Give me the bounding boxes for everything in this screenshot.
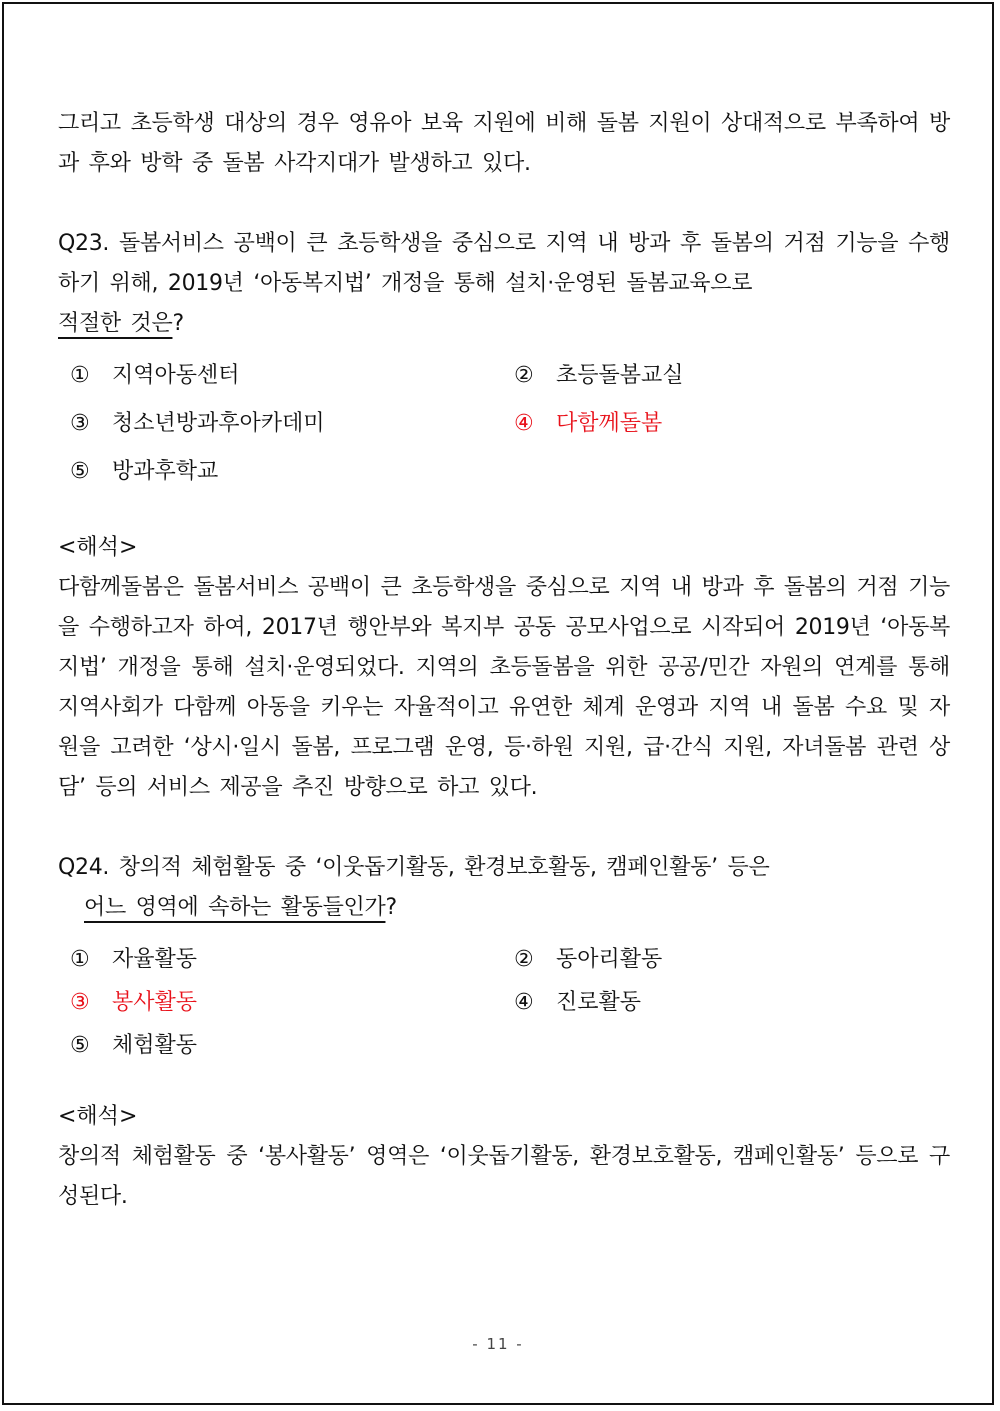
question-23-end: ? bbox=[172, 311, 184, 336]
q23-option-2[interactable] bbox=[514, 352, 958, 400]
option-label: 초등돌봄교실 bbox=[556, 363, 684, 388]
option-label: 방과후학교 bbox=[112, 459, 219, 484]
option-label: 진로활동 bbox=[556, 990, 642, 1015]
option-number: ③ bbox=[70, 990, 90, 1015]
option-label: 청소년방과후아카데미 bbox=[112, 411, 325, 436]
explanation-24-label: <해석> bbox=[58, 1104, 138, 1129]
page-number: - 11 - bbox=[472, 1335, 524, 1353]
question-24-end: ? bbox=[385, 895, 397, 920]
option-number: ② bbox=[514, 363, 534, 388]
option-number: ⑤ bbox=[70, 1033, 90, 1058]
question-23-options bbox=[70, 352, 950, 496]
question-23-underlined: 적절한 것은 bbox=[58, 311, 173, 336]
option-number: ④ bbox=[514, 411, 534, 436]
q23-option-1[interactable] bbox=[70, 352, 514, 400]
option-label: 다함께돌봄 bbox=[556, 411, 663, 436]
document-page bbox=[2, 2, 994, 1405]
q24-option-5[interactable] bbox=[70, 1024, 514, 1067]
explanation-23-text: 다함께돌봄은 돌봄서비스 공백이 큰 초등학생을 중심으로 지역 내 방과 후 돌봄의 거점 기능을 수행하고자 하여, 2017년 행안부와 복지부 공동 공모사업으로 시작되어 2019년 ‘아동복지법’ 개정을 통해 설치·운영되었다. 지역의 초등돌봄을 위한 공공/민간 자원의 연계를 통해 지역사회가 다함께 아동을 키우는 자율적이고 유연한 체계 운영과 지역 내 돌봄 수요 및 자원을 고려한 ‘상시·일시 돌봄, 프로그램 운영, 등·하원 지원, 급·간식 지원, 자녀돌봄 관련 상담’ 등의 서비스 제공을 추진 방향으로 하고 있다. bbox=[58, 575, 950, 800]
q23-option-5[interactable] bbox=[70, 448, 514, 496]
explanation-23-label: <해석> bbox=[58, 535, 138, 560]
q24-option-1[interactable] bbox=[70, 938, 514, 981]
question-23-line1: Q23. 돌봄서비스 공백이 큰 초등학생을 중심으로 지역 내 방과 후 돌봄의 거점 기능을 수행하기 위해, 2019년 ‘아동복지법’ 개정을 통해 설치·운영된 돌봄교육으로 bbox=[58, 231, 950, 296]
option-number: ① bbox=[70, 363, 90, 388]
page-content bbox=[58, 104, 950, 1217]
question-23-text bbox=[58, 224, 950, 344]
q24-option-3-answer[interactable] bbox=[70, 981, 514, 1024]
option-number: ① bbox=[70, 947, 90, 972]
q24-option-2[interactable] bbox=[514, 938, 958, 981]
question-24-underlined: 어느 영역에 속하는 활동들인가 bbox=[84, 895, 386, 920]
option-number: ④ bbox=[514, 990, 534, 1015]
question-24-options bbox=[70, 938, 950, 1067]
q23-option-4-answer[interactable] bbox=[514, 400, 958, 448]
option-label: 자율활동 bbox=[112, 947, 198, 972]
option-label: 봉사활동 bbox=[112, 990, 198, 1015]
question-24-text bbox=[58, 848, 950, 928]
question-24-line1: Q24. 창의적 체험활동 중 ‘이웃돕기활동, 환경보호활동, 캠페인활동’ 등은 bbox=[58, 855, 770, 880]
intro-paragraph: 그리고 초등학생 대상의 경우 영유아 보육 지원에 비해 돌봄 지원이 상대적으로 부족하여 방과 후와 방학 중 돌봄 사각지대가 발생하고 있다. bbox=[58, 111, 950, 176]
question-24 bbox=[58, 848, 950, 1217]
option-number: ⑤ bbox=[70, 459, 90, 484]
q23-option-3[interactable] bbox=[70, 400, 514, 448]
question-23 bbox=[58, 224, 950, 808]
option-number: ② bbox=[514, 947, 534, 972]
explanation-24-text: 창의적 체험활동 중 ‘봉사활동’ 영역은 ‘이웃돕기활동, 환경보호활동, 캠페인활동’ 등으로 구성된다. bbox=[58, 1144, 950, 1209]
option-label: 동아리활동 bbox=[556, 947, 663, 972]
option-number: ③ bbox=[70, 411, 90, 436]
q24-option-4[interactable] bbox=[514, 981, 958, 1024]
option-label: 체험활동 bbox=[112, 1033, 198, 1058]
option-label: 지역아동센터 bbox=[112, 363, 240, 388]
